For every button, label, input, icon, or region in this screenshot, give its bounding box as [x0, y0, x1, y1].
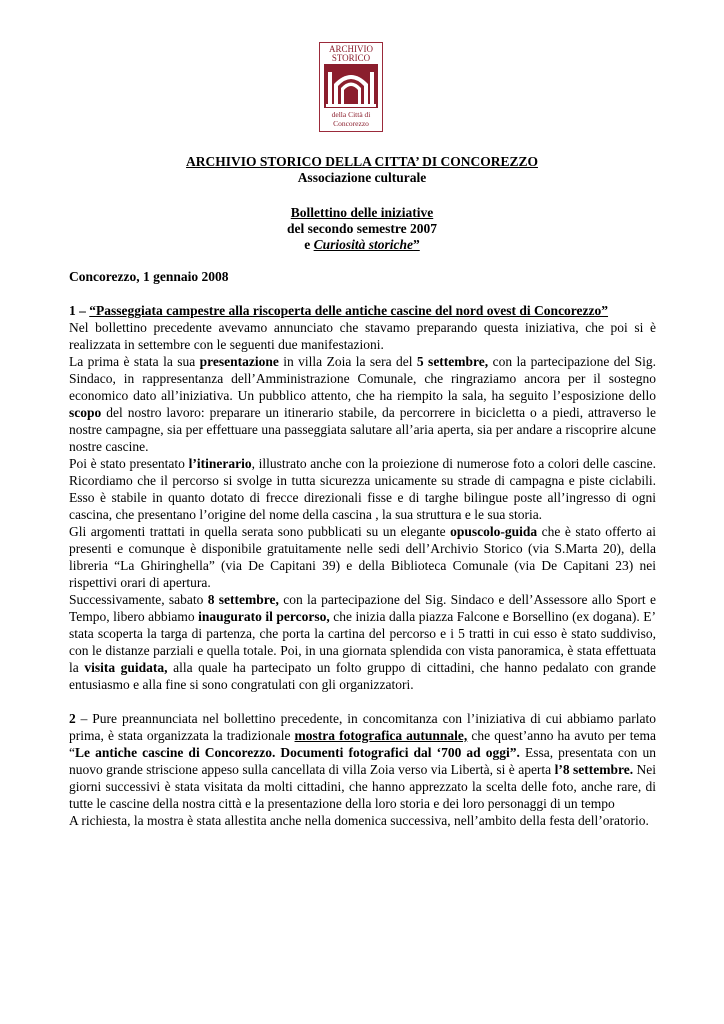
logo-arch-icon — [324, 64, 378, 108]
bold-underlined-run: mostra fotografica autunnale, — [294, 728, 468, 743]
logo-line-storico: STORICO — [331, 53, 371, 63]
section1-paragraph-1: Nel bollettino precedente avevamo annunciato che stavamo preparando questa iniziativa, che poi si è realizzata in settembre con le seguenti due manifestazioni. — [69, 320, 656, 352]
section1-heading — [69, 302, 656, 319]
logo-line-della-citta: della Città di — [331, 110, 371, 119]
text-run: alla quale ha partecipato un folto gruppo di cittadini, che hanno pedalato con grande entusiasmo e alla fine si sono congratulati con gli organizzatori. — [69, 660, 657, 692]
text-run: Poi è stato presentato — [69, 456, 189, 471]
section1-number: 1 – — [69, 303, 90, 318]
bulletin-line3-post: ” — [413, 237, 420, 252]
text-run: Nei giorni successivi è stata visitata da molti cittadini, che hanno apprezzato la scelta delle foto, anche rare, di tutte le cascine della nostra città e la presentazione della loro storia e dei loro personaggi di un tempo — [69, 762, 657, 811]
logo-top-text — [320, 43, 382, 63]
text-run: Gli argomenti trattati in quella serata sono pubblicati su un elegante — [69, 524, 451, 539]
text-run: , illustrato anche con la proiezione di numerose foto a colori delle cascine. Ricordiamo che il percorso si svolge in tutta sicurezza unicamente su strade di campagna e piste ciclabili. Esso è stabile in quanto dotato di frecce direzionali fisse e di targhe bilingue poste all’ingresso di ogni cascina, che presentano l’origine del nome della cascina , la sua struttura e le sua storia. — [69, 456, 656, 522]
section2-number: 2 — [69, 711, 76, 726]
text-run: che quest’anno ha avuto per tema “ — [69, 728, 656, 760]
logo-bottom-text — [320, 110, 382, 128]
text-run: Successivamente, sabato — [69, 592, 208, 607]
text-run: con la partecipazione del Sig. Sindaco e dell’Assessore allo Sport e Tempo, libero abbiamo — [69, 592, 656, 624]
text-run: in villa Zoia la sera del — [278, 354, 417, 369]
section1-paragraph-5 — [69, 591, 656, 693]
bold-run: l’8 settembre. — [554, 762, 634, 777]
logo-line-archivio: ARCHIVIO — [329, 44, 373, 54]
bulletin-line3-pre: e — [304, 237, 314, 252]
bold-run: inaugurato il percorso, — [198, 609, 330, 624]
section1-heading-text: “Passeggiata campestre alla riscoperta delle antiche cascine del nord ovest di Concorezzo” — [89, 303, 609, 318]
bold-run: 8 settembre, — [207, 592, 279, 607]
bulletin-title-line3 — [0, 237, 724, 253]
section2-paragraph-2: A richiesta, la mostra è stata allestita anche nella domenica successiva, nell’ambito della festa dell’oratorio. — [69, 813, 649, 828]
page-title-text: ARCHIVIO STORICO DELLA CITTA’ DI CONCOREZZO — [186, 154, 538, 169]
document-body — [69, 268, 656, 829]
section1-paragraph-3 — [69, 455, 656, 523]
section1-paragraph-2 — [69, 353, 656, 455]
section1-paragraph-4 — [69, 523, 656, 591]
bulletin-title-line2: del secondo semestre 2007 — [286, 221, 438, 236]
bold-run: opuscolo-guida — [450, 524, 538, 539]
text-run: – Pure preannunciata nel bollettino precedente, in concomitanza con l’iniziativa di cui abbiamo parlato prima, è stata organizzata la tradizionale — [69, 711, 656, 743]
text-run: del nostro lavoro: preparare un itinerario stabile, da percorrere in bicicletta o a piedi, attraverso le nostre campagne, sia per effettuare una passeggiata salutare all’aria aperta, sia per andare a riscoprire alcune nostre cascine. — [69, 405, 656, 454]
section2-paragraph-1 — [69, 710, 656, 812]
text-run: che è stato offerto ai presenti e comunque è disponibile gratuitamente nelle sedi dell’Archivio Storico (via S.Marta 20), della libreria “La Ghiringhella” (via De Capitani 39) e della Biblioteca Comunale (via De Capitani 23) nei rispettivi orari di apertura. — [69, 524, 657, 590]
text-run: Essa, presentata con un nuovo grande striscione appeso sulla cancellata di villa Zoia verso via Libertà, si è aperta — [69, 745, 656, 777]
bold-run: l’itinerario — [188, 456, 252, 471]
bold-run: presentazione — [199, 354, 279, 369]
date-line: Concorezzo, 1 gennaio 2008 — [69, 269, 229, 284]
bulletin-title-line1: Bollettino delle iniziative — [290, 205, 434, 220]
text-run: La prima è stata la sua — [69, 354, 200, 369]
page-title — [0, 154, 724, 170]
page-subtitle: Associazione culturale — [297, 170, 427, 185]
bold-run: scopo — [69, 405, 102, 420]
text-run: che inizia dalla piazza Falcone e Borsellino (ex dogana). E’ stata scoperta la targa di partenza, che porta la cartina del percorso e i 5 tratti in cui esso è stato suddiviso, con le distanze parziali e quella totale. Poi, in una giornata splendida con vista panoramica, è stata effettuata la — [69, 609, 657, 675]
text-run: con la partecipazione del Sig. Sindaco, in rappresentanza dell’Amministrazione Comunale, che ringraziamo ancora per il sostegno economico dato all’iniziativa. Un pubblico attento, che ha riempito la sala, ha seguito l’esposizione dello — [69, 354, 657, 403]
bold-run: Le antiche cascine di Concorezzo. Documenti fotografici dal ‘700 ad oggi”. — [75, 745, 520, 760]
bold-run: visita guidata, — [84, 660, 168, 675]
bold-run: 5 settembre, — [416, 354, 489, 369]
archive-logo — [319, 42, 383, 132]
bulletin-line3-em: Curiosità storiche — [313, 237, 414, 252]
logo-line-concorezzo: Concorezzo — [333, 119, 369, 128]
